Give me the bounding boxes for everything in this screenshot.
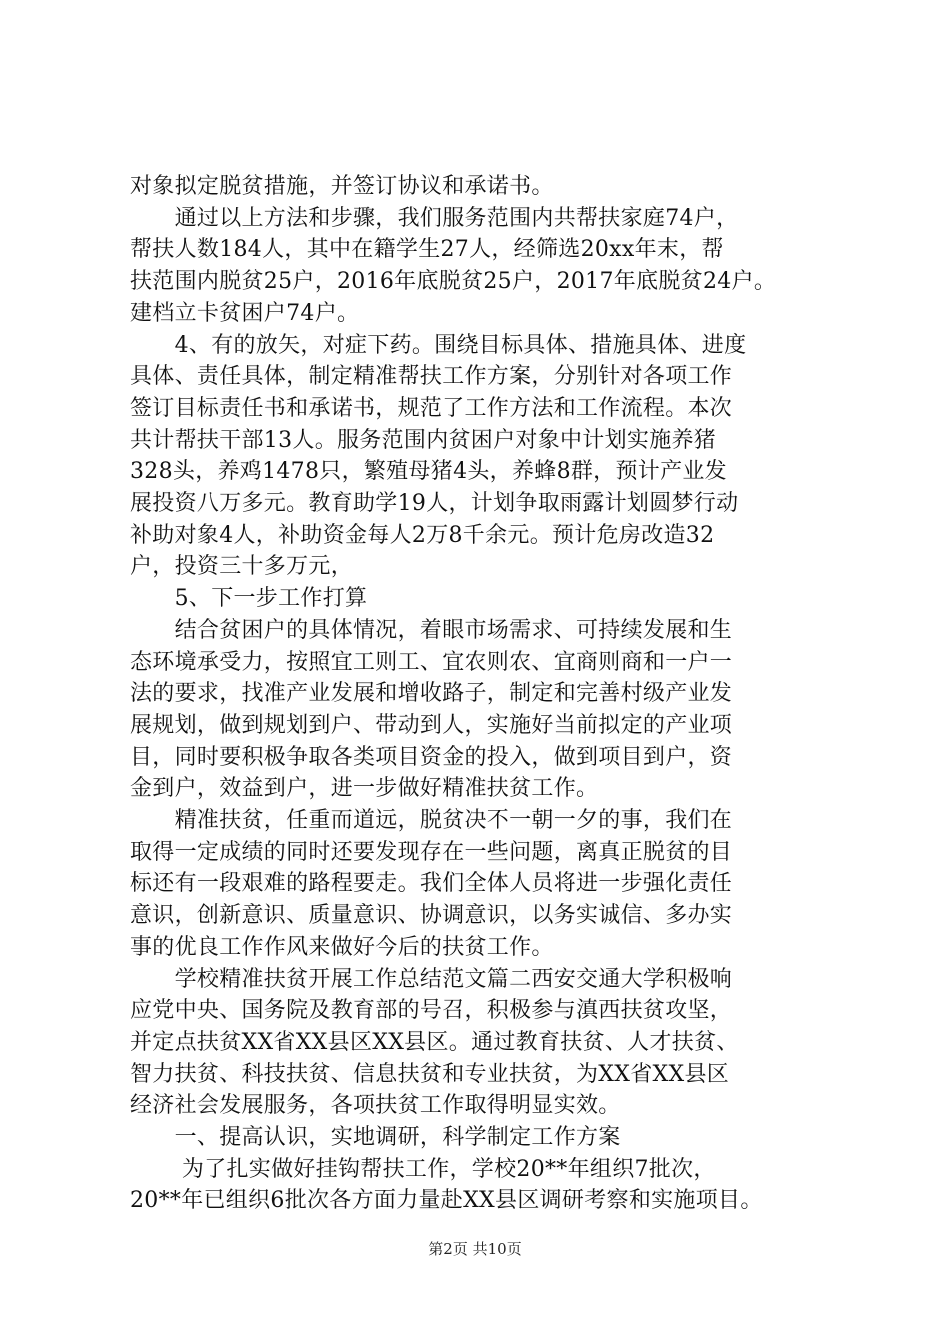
text-line: 智力扶贫、科技扶贫、信息扶贫和专业扶贫，为XX省XX县区 [130,1062,730,1087]
text-line: 对象拟定脱贫措施，并签订协议和承诺书。 [130,174,554,199]
text-line: 学校精准扶贫开展工作总结范文篇二西安交通大学积极响 [130,967,733,992]
text-line: 精准扶贫，任重而道远，脱贫决不一朝一夕的事，我们在 [130,808,733,833]
page-number: 第2页 共10页 [428,1240,522,1258]
text-line: 签订目标责任书和承诺书，规范了工作方法和工作流程。本次 [130,396,733,421]
text-line: 态环境承受力，按照宜工则工、宜农则农、宜商则商和一户一 [130,650,733,675]
section-heading: 一、提高认识，实地调研，科学制定工作方案 [130,1125,621,1150]
text-line: 328头，养鸡1478只，繁殖母猪4头，养蜂8群，预计产业发 [130,459,727,484]
text-line: 金到户，效益到户，进一步做好精准扶贫工作。 [130,776,599,801]
text-line: 为了扎实做好挂钩帮扶工作，学校20**年组织7批次， [130,1157,716,1182]
text-line: 并定点扶贫XX省XX县区XX县区。通过教育扶贫、人才扶贫、 [130,1030,739,1055]
text-line: 通过以上方法和步骤，我们服务范围内共帮扶家庭74户， [130,206,739,231]
text-line: 目，同时要积极争取各类项目资金的投入，做到项目到户，资 [130,745,733,770]
text-line: 法的要求，找准产业发展和增收路子，制定和完善村级产业发 [130,681,733,706]
text-line: 意识，创新意识、质量意识、协调意识，以务实诚信、多办实 [130,903,733,928]
text-line: 事的优良工作作风来做好今后的扶贫工作。 [130,935,554,960]
text-line: 标还有一段艰难的路程要走。我们全体人员将进一步强化责任 [130,871,733,896]
text-line: 经济社会发展服务，各项扶贫工作取得明显实效。 [130,1093,621,1118]
text-line: 4、有的放矢，对症下药。围绕目标具体、措施具体、进度 [130,333,747,358]
text-line: 户，投资三十多万元， [130,554,354,579]
text-line: 建档立卡贫困户74户。 [130,301,360,326]
text-line: 展规划，做到规划到户、带动到人，实施好当前拟定的产业项 [130,713,733,738]
text-line: 应党中央、国务院及教育部的号召，积极参与滇西扶贫攻坚， [130,998,733,1023]
text-line: 展投资八万多元。教育助学19人，计划争取雨露计划圆梦行动 [130,491,739,516]
text-line: 补助对象4人，补助资金每人2万8千余元。预计危房改造32 [130,523,715,548]
text-line: 取得一定成绩的同时还要发现存在一些问题，离真正脱贫的目 [130,840,733,865]
text-line: 帮扶人数184人，其中在籍学生27人，经筛选20xx年末，帮 [130,237,724,262]
text-line: 20**年已组织6批次各方面力量赴XX县区调研考察和实施项目。 [130,1188,763,1213]
text-line: 结合贫困户的具体情况，着眼市场需求、可持续发展和生 [130,618,733,643]
text-line: 共计帮扶干部13人。服务范围内贫困户对象中计划实施养猪 [130,428,717,453]
page-footer [0,1238,950,1259]
text-line: 扶范围内脱贫25户，2016年底脱贫25户，2017年底脱贫24户。 [130,269,777,294]
section-heading: 5、下一步工作打算 [130,586,368,611]
text-line: 具体、责任具体，制定精准帮扶工作方案，分别针对各项工作 [130,364,733,389]
